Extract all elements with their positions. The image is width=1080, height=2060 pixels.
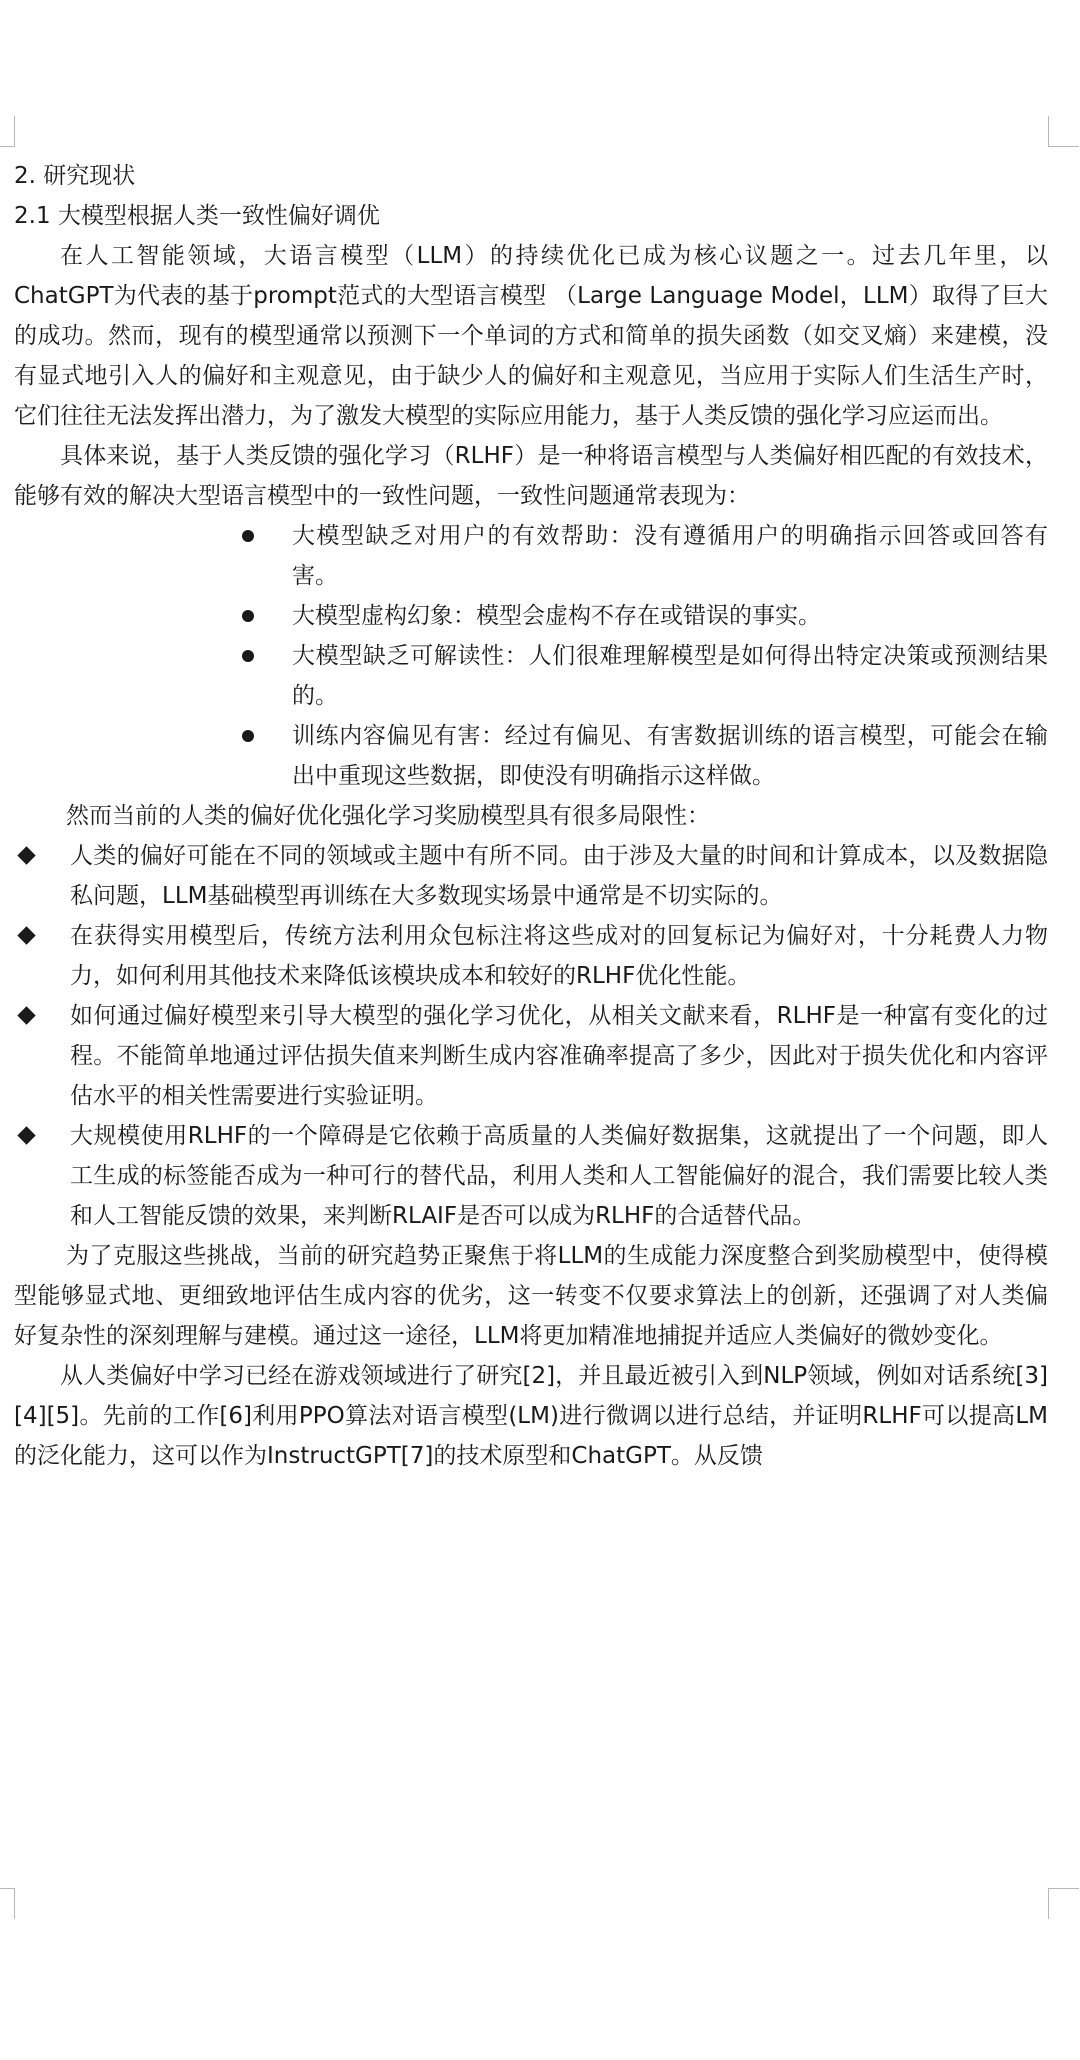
list-item	[292, 596, 1048, 636]
list-item-text: 人类的偏好可能在不同的领域或主题中有所不同。由于涉及大量的时间和计算成本，以及数据隐私问题，LLM基础模型再训练在大多数现实场景中通常是不切实际的。	[70, 843, 1048, 909]
diamond-bullet-icon	[17, 846, 35, 864]
list-item	[292, 636, 1048, 716]
document-body	[14, 156, 1048, 1476]
list-item-text: 大模型缺乏可解读性：人们很难理解模型是如何得出特定决策或预测结果的。	[292, 643, 1048, 709]
list-item-text: 如何通过偏好模型来引导大模型的强化学习优化，从相关文献来看，RLHF是一种富有变化的过程。不能简单地通过评估损失值来判断生成内容准确率提高了多少，因此对于损失优化和内容评估水平的相关性需要进行实验证明。	[70, 1003, 1048, 1109]
paragraph-challenges: 为了克服这些挑战，当前的研究趋势正聚焦于将LLM的生成能力深度整合到奖励模型中，使得模型能够显式地、更细致地评估生成内容的优劣，这一转变不仅要求算法上的创新，还强调了对人类偏好复杂性的深刻理解与建模。通过这一途径，LLM将更加精准地捕捉并适应人类偏好的微妙变化。	[14, 1243, 1048, 1349]
list-item-text: 大模型虚构幻象：模型会虚构不存在或错误的事实。	[292, 603, 821, 629]
bullet-icon	[242, 610, 254, 622]
list-item-text: 大模型缺乏对用户的有效帮助：没有遵循用户的明确指示回答或回答有害。	[292, 523, 1048, 589]
bullet-icon	[242, 650, 254, 662]
diamond-bullet-icon	[17, 926, 35, 944]
list-item-text: 在获得实用模型后，传统方法利用众包标注将这些成对的回复标记为偏好对，十分耗费人力物力，如何利用其他技术来降低该模块成本和较好的RLHF优化性能。	[70, 923, 1048, 989]
list-item	[292, 516, 1048, 596]
page-corner-mark-top-right	[1048, 116, 1079, 147]
diamond-bullet-icon	[17, 1126, 35, 1144]
paragraph-limitations-intro: 然而当前的人类的偏好优化强化学习奖励模型具有很多局限性：	[66, 803, 710, 829]
diamond-bullet-icon	[17, 1006, 35, 1024]
list-item	[70, 996, 1048, 1116]
page-corner-mark-bottom-right	[1048, 1888, 1079, 1919]
page-corner-mark-top-left	[0, 116, 15, 147]
list-item-text: 训练内容偏见有害：经过有偏见、有害数据训练的语言模型，可能会在输出中重现这些数据，即使没有明确指示这样做。	[292, 723, 1048, 789]
bullet-icon	[242, 530, 254, 542]
limitation-list	[14, 836, 1048, 1236]
list-item	[70, 1116, 1048, 1236]
consistency-issue-list	[14, 516, 1048, 796]
bullet-icon	[242, 730, 254, 742]
list-item	[70, 836, 1048, 916]
paragraph-rlhf: 具体来说，基于人类反馈的强化学习（RLHF）是一种将语言模型与人类偏好相匹配的有效技术，能够有效的解决大型语言模型中的一致性问题，一致性问题通常表现为：	[14, 443, 1048, 509]
paragraph-intro: 在人工智能领域，大语言模型（LLM）的持续优化已成为核心议题之一。过去几年里，以ChatGPT为代表的基于prompt范式的大型语言模型 （Large Language Model，LLM）取得了巨大的成功。然而，现有的模型通常以预测下一个单词的方式和简单的损失函数（如交叉熵）来建模，没有显式地引入人的偏好和主观意见，由于缺少人的偏好和主观意见，当应用于实际人们生活生产时，它们往往无法发挥出潜力，为了激发大模型的实际应用能力，基于人类反馈的强化学习应运而出。	[14, 243, 1048, 429]
list-item	[292, 716, 1048, 796]
list-item	[70, 916, 1048, 996]
page-corner-mark-bottom-left	[0, 1888, 15, 1919]
section-heading: 2. 研究现状	[14, 163, 136, 189]
list-item-text: 大规模使用RLHF的一个障碍是它依赖于高质量的人类偏好数据集，这就提出了一个问题，即人工生成的标签能否成为一种可行的替代品，利用人类和人工智能偏好的混合，我们需要比较人类和人工智能反馈的效果，来判断RLAIF是否可以成为RLHF的合适替代品。	[70, 1123, 1048, 1229]
paragraph-related-work: 从人类偏好中学习已经在游戏领域进行了研究[2]，并且最近被引入到NLP领域，例如对话系统[3][4][5]。先前的工作[6]利用PPO算法对语言模型(LM)进行微调以进行总结，并证明RLHF可以提高LM的泛化能力，这可以作为InstructGPT[7]的技术原型和ChatGPT。从反馈	[14, 1363, 1048, 1469]
subsection-heading: 2.1 大模型根据人类一致性偏好调优	[14, 203, 380, 229]
